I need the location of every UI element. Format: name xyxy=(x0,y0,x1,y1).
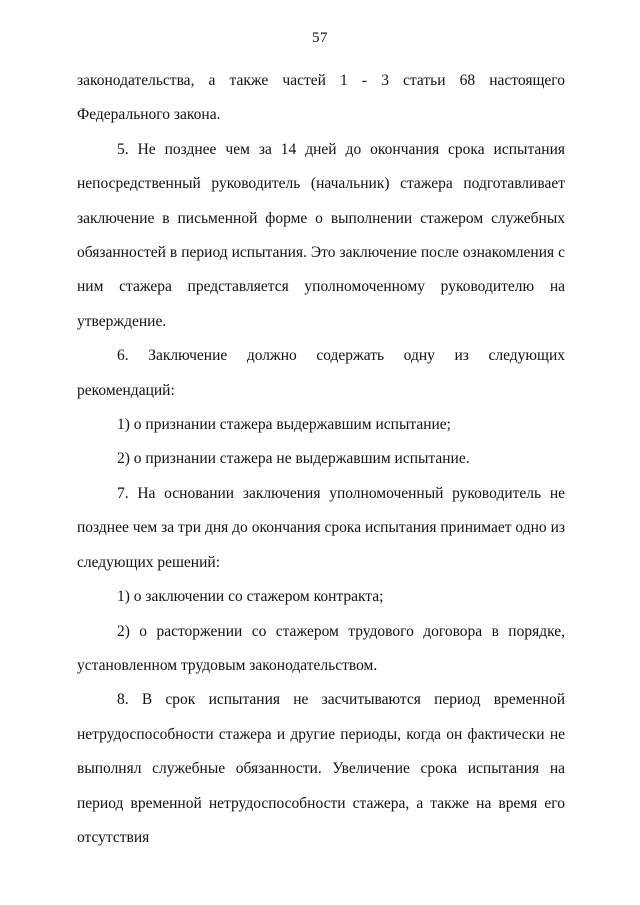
paragraph-item-6-1: 1) о признании стажера выдержавшим испытание; xyxy=(117,416,451,434)
paragraph-item-8: 8. В срок испытания не засчитываются период временной нетрудоспособности стажера и другие периоды, когда он фактически не выполнял служебные обязанности. Увеличение срока испытания на период временной нетрудоспособности стажера, а также на время его отсутствия xyxy=(77,691,565,846)
paragraph-item-6: 6. Заключение должно содержать одну из следующих рекомендаций: xyxy=(77,347,565,399)
document-body xyxy=(77,64,565,855)
paragraph-item-7-2: 2) о расторжении со стажером трудового договора в порядке, установленном трудовым законодательством. xyxy=(77,622,565,674)
page-number: 57 xyxy=(312,30,328,46)
paragraph-item-5: 5. Не позднее чем за 14 дней до окончания срока испытания непосредственный руководитель (начальник) стажера подготавливает заключение в письменной форме о выполнении стажером служебных обязанностей в период испытания. Это заключение после ознакомления с ним стажера представляется уполномоченному руководителю на утверждение. xyxy=(77,140,565,330)
paragraph-item-7-1: 1) о заключении со стажером контракта; xyxy=(117,588,384,606)
paragraph-item-6-2: 2) о признании стажера не выдержавшим испытание. xyxy=(117,450,470,468)
paragraph-item-7: 7. На основании заключения уполномоченный руководитель не позднее чем за три дня до окончания срока испытания принимает одно из следующих решений: xyxy=(77,484,565,571)
paragraph-continuation: законодательства, а также частей 1 - 3 статьи 68 настоящего Федерального закона. xyxy=(77,72,565,124)
